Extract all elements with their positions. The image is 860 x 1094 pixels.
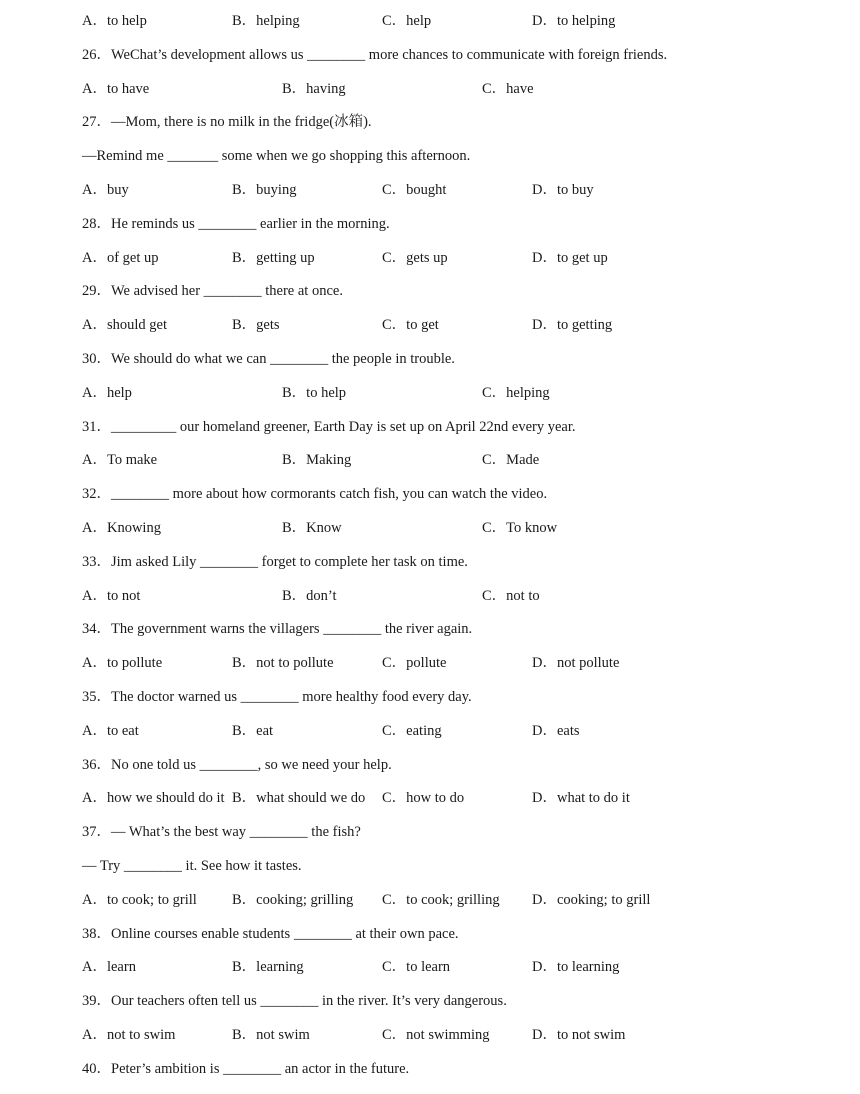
answer-option: A．To make bbox=[82, 452, 158, 469]
answer-option: A．of get up bbox=[82, 249, 159, 266]
answer-option: D．to learning bbox=[532, 959, 620, 976]
answer-option: D．what to do it bbox=[532, 790, 630, 807]
answer-option: D．to get up bbox=[532, 249, 608, 266]
answer-option: C．how to do bbox=[382, 790, 465, 807]
question-text: 39．Our teachers often tell us ________ in the river. It’s very dangerous. bbox=[82, 993, 507, 1010]
question-text: 26．WeChat’s development allows us ________ more chances to communicate with foreign friends. bbox=[82, 46, 668, 63]
answer-option: C．gets up bbox=[382, 249, 448, 266]
question-text: 29．We advised her ________ there at once. bbox=[82, 283, 343, 300]
answer-option: B．Making bbox=[282, 452, 352, 469]
answer-option: B．helping bbox=[232, 13, 300, 29]
answer-option: B．buying bbox=[232, 182, 297, 198]
answer-option: D．cooking; to grill bbox=[532, 891, 651, 908]
answer-option: B．gets bbox=[232, 317, 280, 334]
answer-option: A．should get bbox=[82, 317, 167, 334]
answer-option: C．help bbox=[382, 13, 432, 29]
answer-option: B．getting up bbox=[232, 249, 315, 266]
answer-option: A．to not bbox=[82, 587, 141, 604]
answer-option: D．to helping bbox=[532, 13, 616, 29]
answer-option: C．to get bbox=[382, 317, 439, 334]
answer-option: A．to help bbox=[82, 13, 147, 29]
answer-option: A．not to swim bbox=[82, 1027, 176, 1043]
answer-option: D．to buy bbox=[532, 182, 594, 198]
answer-option: C．eating bbox=[382, 722, 442, 739]
answer-option: B．what should we do bbox=[232, 790, 366, 807]
answer-option: A．learn bbox=[82, 959, 136, 976]
answer-option: B．not to pollute bbox=[232, 655, 334, 672]
answer-option: A．Knowing bbox=[82, 520, 161, 536]
question-text: 33．Jim asked Lily ________ forget to complete her task on time. bbox=[82, 553, 468, 570]
dialogue-line: — Try ________ it. See how it tastes. bbox=[82, 858, 302, 874]
answer-option: B．don’t bbox=[282, 587, 337, 604]
answer-option: C．not swimming bbox=[382, 1027, 490, 1043]
answer-option: A．to pollute bbox=[82, 655, 163, 672]
question-text: 32．________ more about how cormorants catch fish, you can watch the video. bbox=[82, 486, 548, 503]
answer-option: A．to cook; to grill bbox=[82, 891, 197, 908]
answer-option: C．pollute bbox=[382, 655, 447, 672]
answer-option: C．not to bbox=[482, 587, 540, 604]
question-text: 31．_________ our homeland greener, Earth Day is set up on April 22nd every year. bbox=[82, 418, 576, 435]
answer-option: D．eats bbox=[532, 722, 580, 739]
answer-option: A．to have bbox=[82, 80, 150, 97]
answer-option: A．how we should do it bbox=[82, 790, 225, 807]
answer-option: C．to cook; grilling bbox=[382, 891, 500, 908]
answer-option: D．to getting bbox=[532, 317, 613, 334]
answer-option: D．not pollute bbox=[532, 655, 620, 672]
answer-option: A．to eat bbox=[82, 722, 139, 739]
question-text: 27．—Mom, there is no milk in the fridge(冰箱). bbox=[82, 114, 372, 131]
answer-option: B．Know bbox=[282, 520, 342, 536]
question-text: 28．He reminds us ________ earlier in the morning. bbox=[82, 215, 390, 232]
question-text: 38．Online courses enable students ________ at their own pace. bbox=[82, 925, 459, 942]
question-text: 40．Peter’s ambition is ________ an actor in the future. bbox=[82, 1060, 410, 1077]
answer-option: B．to help bbox=[282, 384, 347, 401]
question-text: 35．The doctor warned us ________ more healthy food every day. bbox=[82, 689, 472, 705]
answer-option: B．having bbox=[282, 80, 346, 97]
answer-option: C．helping bbox=[482, 384, 550, 401]
answer-option: B．learning bbox=[232, 959, 304, 976]
answer-option: A．buy bbox=[82, 182, 129, 198]
answer-option: A．help bbox=[82, 384, 132, 401]
question-text: 37．— What’s the best way ________ the fish? bbox=[82, 824, 361, 841]
answer-option: C．have bbox=[482, 80, 534, 97]
answer-option: C．To know bbox=[482, 520, 558, 536]
dialogue-line: —Remind me _______ some when we go shopping this afternoon. bbox=[82, 148, 471, 165]
answer-option: C．bought bbox=[382, 182, 447, 198]
answer-option: C．Made bbox=[482, 452, 540, 469]
question-text: 36．No one told us ________, so we need your help. bbox=[82, 756, 392, 773]
answer-option: D．to not swim bbox=[532, 1027, 626, 1043]
answer-option: C．to learn bbox=[382, 959, 451, 976]
question-text: 34．The government warns the villagers ________ the river again. bbox=[82, 621, 473, 638]
answer-option: B．cooking; grilling bbox=[232, 891, 354, 908]
answer-option: B．not swim bbox=[232, 1027, 310, 1043]
answer-option: B．eat bbox=[232, 722, 274, 739]
question-text: 30．We should do what we can ________ the people in trouble. bbox=[82, 351, 455, 367]
